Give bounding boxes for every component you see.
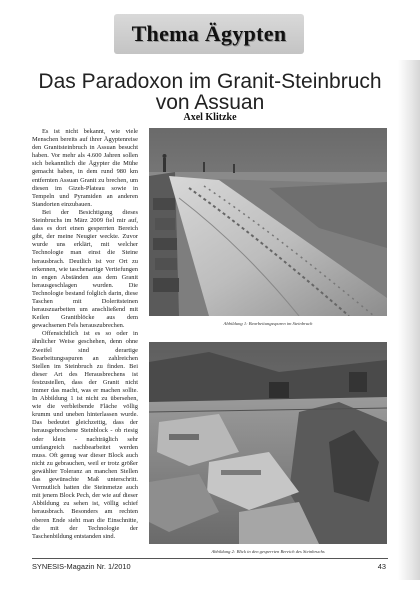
footer-magazine: SYNESIS-Magazin Nr. 1/2010 [32, 562, 131, 571]
article-author: Axel Klitzke [183, 112, 237, 123]
figure-2-caption: Abbildung 2: Blick in den gesperrten Bereich des Steinbruchs [211, 549, 325, 554]
article-text-column [32, 128, 138, 556]
section-banner-text: Thema Ägypten [131, 21, 287, 46]
footer-page-number: 43 [377, 562, 386, 571]
article-paragraph-2: Bei der Besichtigung dieses Steinbruchs im März 2009 fiel mir auf, dass es dort einen gesperrten Bereich gibt, der meine Neugier weckte. Zuvor wurde uns erklärt, mit welcher Technologie man einst die Steine herausbrach. Deutlich ist vor Ort zu erkennen, wie taschenartige Vertiefungen in engen Abständen aus dem Granit herausgeschlagen wurden. Die Technologie bestand folglich darin, diese Taschen mit Doleritsteinen herauszuarbeiten um anschließend mit Keilen Granitblöcke aus dem gewachsenen Fels herauszubrechen. [32, 208, 138, 330]
article-paragraph-1: Es ist nicht bekannt, wie viele Menschen bereits auf ihrer Ägyptenreise den Granitsteinbruch in Assuan besucht haben. Vor mehr als 4.600 Jahren sollen sich bekanntlich die Ägypter die Mühe gemacht haben, in dem rund 980 km entfernten Assuan Granit zu brechen, um diesen im Gizeh-Plateau sowie in Tempeln und Pyramiden an anderen Standorten einzubauen. [32, 128, 138, 208]
figure-1-caption: Abbildung 1: Bearbeitungsspuren im Steinbruch [223, 321, 313, 326]
page-fold-shadow [398, 60, 420, 580]
section-banner [114, 14, 304, 54]
article-title [20, 71, 400, 113]
article-title-line1: Das Paradoxon im Granit-Steinbruch [38, 70, 382, 93]
footer-rule [32, 558, 388, 559]
figure-2-photo [149, 342, 387, 544]
figure-1-photo [149, 128, 387, 316]
article-paragraph-3: Offensichtlich ist es so oder in ähnlicher Weise geschehen, denn ohne Zweifel sind derartige Bearbeitungsspuren an zahlreichen Stellen im Steinbruch zu finden. Bei dieser Art des Herausbrechens ist festzustellen, dass der Granit nicht immer das macht, was er machen sollte. In Abbildung 1 ist nicht zu übersehen, wie die verbleibende Fläche völlig krumm und uneben hinterlassen wurde. Das bedeutet gleichzeitig, dass der herausgebrochene Steinblock - ob riesig oder klein - nachträglich sehr umfangreich nachbearbeitet werden muss. Oft genug war dieser Block auch nicht zu gebrauchen, weil er trotz größer gewählter Toleranz an manchen Stellen das gewünschte Maß unterschritt. Vermutlich hatten die Steinmetze auch mit jenem Block Pech, der wie auf dieser Abbildung zu sehen ist, völlig schief herausbrach. Besonders am rechten oberen Ende sieht man die Einschnitte, die mit der Technologie der Taschenbildung entstanden sind. [32, 330, 138, 540]
article-title-line2: von Assuan [155, 91, 265, 114]
restricted-quarry-photo [149, 342, 387, 544]
quarry-slope-photo [149, 128, 387, 316]
